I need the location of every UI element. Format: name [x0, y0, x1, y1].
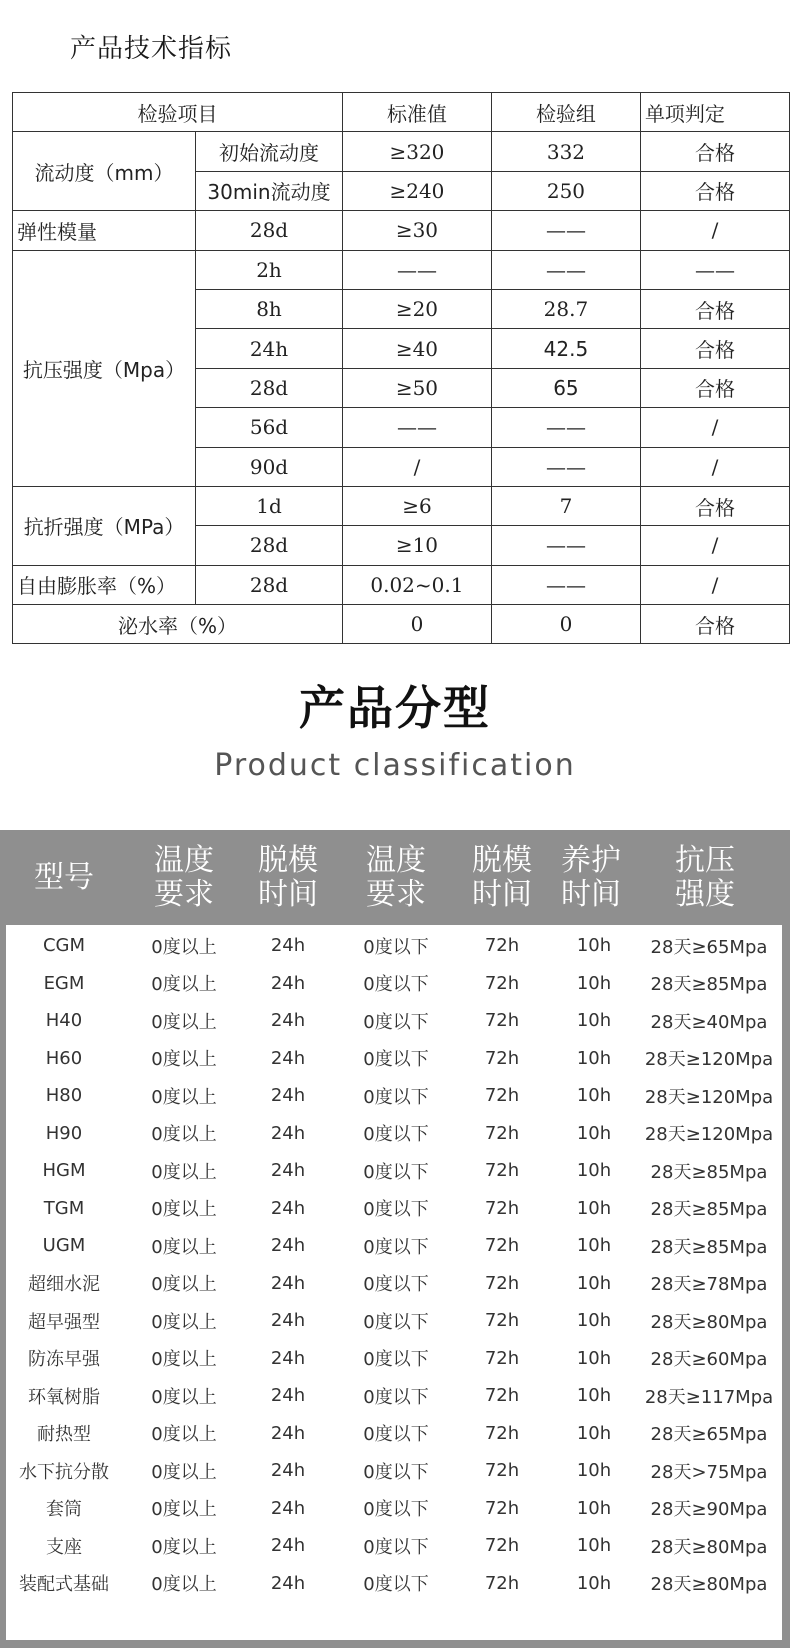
cls-temp-above: 0度以上: [151, 1011, 217, 1033]
cls-curing: 10h: [576, 1422, 612, 1444]
cls-demold-above: 24h: [270, 1347, 306, 1369]
cls-curing: 10h: [576, 1272, 612, 1294]
cls-curing: 10h: [576, 1385, 612, 1407]
spec-item: 28d: [196, 526, 343, 565]
cls-demold-below: 72h: [484, 972, 520, 994]
spec-standard: ≥40: [342, 329, 491, 368]
cls-temp-above: 0度以上: [151, 1199, 217, 1221]
cls-model: 防冻早强: [28, 1349, 100, 1371]
spec-standard: ≥10: [342, 526, 491, 565]
cls-temp-above: 0度以上: [151, 1086, 217, 1108]
cls-demold-above: 24h: [270, 1422, 306, 1444]
cls-demold-below: 72h: [484, 935, 520, 957]
spec-category-expansion: 自由膨胀率（%）: [13, 565, 196, 604]
cls-demold-above: 24h: [270, 1047, 306, 1069]
cls-demold-above: 24h: [270, 1010, 306, 1032]
cls-curing: 10h: [576, 1497, 612, 1519]
cls-demold-below: 72h: [484, 1385, 520, 1407]
spec-test: 42.5: [491, 329, 640, 368]
cls-temp-below: 0度以下: [363, 1574, 429, 1596]
cls-temp-above: 0度以上: [151, 1236, 217, 1258]
cls-demold-above: 24h: [270, 1497, 306, 1519]
cls-row: [6, 1377, 782, 1415]
spec-item: 28d: [196, 368, 343, 407]
cls-temp-above: 0度以上: [151, 1386, 217, 1408]
cls-temp-below: 0度以下: [363, 1086, 429, 1108]
cls-header-temp-below: 温度 要求: [366, 842, 426, 912]
cls-curing: 10h: [576, 935, 612, 957]
classification-body: [6, 925, 782, 1640]
cls-temp-above: 0度以上: [151, 1124, 217, 1146]
spec-standard: ≥320: [342, 132, 491, 171]
cls-curing: 10h: [576, 1197, 612, 1219]
spec-standard: 0.02~0.1: [342, 565, 491, 604]
spec-test: ——: [491, 447, 640, 486]
spec-test: 65: [491, 368, 640, 407]
cls-model: 环氧树脂: [28, 1386, 100, 1408]
cls-model: H40: [45, 1010, 83, 1032]
cls-demold-below: 72h: [484, 1460, 520, 1482]
cls-demold-above: 24h: [270, 1122, 306, 1144]
cls-model: 装配式基础: [19, 1574, 109, 1596]
cls-strength: 28天≥120Mpa: [644, 1086, 774, 1108]
cls-demold-above: 24h: [270, 1085, 306, 1107]
cls-temp-above: 0度以上: [151, 1311, 217, 1333]
cls-temp-below: 0度以下: [363, 1461, 429, 1483]
cls-demold-below: 72h: [484, 1010, 520, 1032]
cls-demold-above: 24h: [270, 972, 306, 994]
cls-row: [6, 1565, 782, 1603]
cls-temp-below: 0度以下: [363, 1424, 429, 1446]
spec-test: ——: [491, 565, 640, 604]
cls-header-demold-below: 脱模 时间: [472, 842, 532, 912]
spec-standard: ≥20: [342, 289, 491, 328]
cls-row: [6, 965, 782, 1003]
cls-row: [6, 1077, 782, 1115]
cls-strength: 28天≥60Mpa: [650, 1349, 768, 1371]
spec-result: /: [640, 526, 789, 565]
spec-standard: ≥240: [342, 171, 491, 210]
spec-standard: ≥6: [342, 486, 491, 525]
cls-strength: 28天≥85Mpa: [650, 1161, 768, 1183]
spec-header-item: 检验项目: [13, 93, 343, 132]
cls-temp-below: 0度以下: [363, 1049, 429, 1071]
cls-temp-above: 0度以上: [151, 1574, 217, 1596]
cls-strength: 28天≥120Mpa: [644, 1049, 774, 1071]
spec-test: 332: [491, 132, 640, 171]
cls-strength: 28天≥65Mpa: [650, 1424, 768, 1446]
cls-model: 水下抗分散: [19, 1461, 109, 1483]
cls-row: [6, 1190, 782, 1228]
cls-strength: 28天≥85Mpa: [650, 974, 768, 996]
cls-curing: 10h: [576, 1235, 612, 1257]
cls-row: [6, 1152, 782, 1190]
cls-demold-below: 72h: [484, 1535, 520, 1557]
cls-model: 耐热型: [37, 1424, 91, 1446]
spec-category-flexural: 抗折强度（MPa）: [13, 486, 196, 565]
cls-demold-below: 72h: [484, 1310, 520, 1332]
cls-temp-above: 0度以上: [151, 1349, 217, 1371]
cls-header-curing: 养护 时间: [561, 842, 621, 912]
cls-curing: 10h: [576, 1047, 612, 1069]
cls-demold-below: 72h: [484, 1272, 520, 1294]
cls-curing: 10h: [576, 1572, 612, 1594]
cls-temp-below: 0度以下: [363, 1124, 429, 1146]
cls-demold-below: 72h: [484, 1160, 520, 1182]
cls-temp-above: 0度以上: [151, 974, 217, 996]
cls-row: [6, 927, 782, 965]
spec-header-standard: 标准值: [342, 93, 491, 132]
spec-title: 产品技术指标: [70, 34, 233, 64]
cls-temp-below: 0度以下: [363, 1011, 429, 1033]
cls-temp-below: 0度以下: [363, 1499, 429, 1521]
spec-header-row: [13, 93, 790, 132]
cls-demold-below: 72h: [484, 1197, 520, 1219]
cls-row: [6, 1452, 782, 1490]
cls-demold-above: 24h: [270, 1197, 306, 1219]
cls-row: [6, 1302, 782, 1340]
cls-temp-above: 0度以上: [151, 1499, 217, 1521]
cls-temp-below: 0度以下: [363, 1536, 429, 1558]
cls-demold-below: 72h: [484, 1235, 520, 1257]
spec-test: ——: [491, 526, 640, 565]
cls-demold-below: 72h: [484, 1572, 520, 1594]
cls-row: [6, 1415, 782, 1453]
cls-row: [6, 1227, 782, 1265]
spec-item: 初始流动度: [196, 132, 343, 171]
cls-strength: 28天≥80Mpa: [650, 1311, 768, 1333]
spec-result: /: [640, 408, 789, 447]
spec-result: ——: [640, 250, 789, 289]
cls-demold-above: 24h: [270, 1460, 306, 1482]
cls-strength: 28天≥85Mpa: [650, 1199, 768, 1221]
section-subtitle: Product classification: [214, 748, 576, 783]
cls-temp-below: 0度以下: [363, 1349, 429, 1371]
cls-curing: 10h: [576, 1535, 612, 1557]
cls-row: [6, 1265, 782, 1303]
cls-demold-above: 24h: [270, 1385, 306, 1407]
spec-item: 28d: [196, 211, 343, 250]
spec-item: 24h: [196, 329, 343, 368]
cls-strength: 28天≥117Mpa: [644, 1386, 774, 1408]
cls-curing: 10h: [576, 1310, 612, 1332]
cls-curing: 10h: [576, 1085, 612, 1107]
cls-temp-above: 0度以上: [151, 1536, 217, 1558]
cls-demold-below: 72h: [484, 1085, 520, 1107]
spec-result: 合格: [640, 132, 789, 171]
cls-curing: 10h: [576, 1460, 612, 1482]
cls-demold-above: 24h: [270, 1235, 306, 1257]
cls-demold-below: 72h: [484, 1047, 520, 1069]
cls-demold-below: 72h: [484, 1347, 520, 1369]
cls-strength: 28天≥40Mpa: [650, 1011, 768, 1033]
spec-category-compressive: 抗压强度（Mpa）: [13, 250, 196, 486]
cls-model: H60: [45, 1047, 83, 1069]
cls-model: UGM: [42, 1235, 86, 1257]
spec-standard: /: [342, 447, 491, 486]
spec-standard: ——: [342, 408, 491, 447]
cls-temp-below: 0度以下: [363, 974, 429, 996]
spec-test: ——: [491, 408, 640, 447]
classification-panel: [0, 830, 790, 1648]
spec-test: 250: [491, 171, 640, 210]
spec-category-fluidity: 流动度（mm）: [13, 132, 196, 211]
spec-test: ——: [491, 250, 640, 289]
spec-result: 合格: [640, 171, 789, 210]
cls-model: 超早强型: [28, 1311, 100, 1333]
spec-category-bleeding: 泌水率（%）: [13, 605, 343, 644]
cls-model: HGM: [42, 1160, 86, 1182]
spec-item: 28d: [196, 565, 343, 604]
cls-temp-below: 0度以下: [363, 1386, 429, 1408]
spec-row: [13, 486, 790, 525]
cls-row: [6, 1340, 782, 1378]
spec-test: 7: [491, 486, 640, 525]
cls-strength: 28天≥65Mpa: [650, 936, 768, 958]
cls-temp-below: 0度以下: [363, 1274, 429, 1296]
spec-item: 8h: [196, 289, 343, 328]
spec-table: [12, 92, 790, 644]
cls-temp-below: 0度以下: [363, 1161, 429, 1183]
spec-item: 56d: [196, 408, 343, 447]
cls-header-demold-above: 脱模 时间: [258, 842, 318, 912]
spec-result: /: [640, 565, 789, 604]
cls-demold-below: 72h: [484, 1422, 520, 1444]
spec-item: 30min流动度: [196, 171, 343, 210]
spec-result: /: [640, 447, 789, 486]
cls-header-model: 型号: [34, 859, 94, 895]
cls-strength: 28天≥90Mpa: [650, 1499, 768, 1521]
spec-standard: 0: [342, 605, 491, 644]
cls-curing: 10h: [576, 1010, 612, 1032]
cls-model: H80: [45, 1085, 83, 1107]
cls-model: 超细水泥: [28, 1274, 100, 1296]
spec-standard: ——: [342, 250, 491, 289]
cls-demold-above: 24h: [270, 1310, 306, 1332]
cls-temp-below: 0度以下: [363, 1236, 429, 1258]
spec-header-test: 检验组: [491, 93, 640, 132]
classification-header: [0, 830, 790, 925]
spec-category-elastic: 弹性模量: [13, 211, 196, 250]
cls-demold-above: 24h: [270, 1272, 306, 1294]
spec-result: 合格: [640, 368, 789, 407]
cls-temp-above: 0度以上: [151, 1049, 217, 1071]
cls-row: [6, 1002, 782, 1040]
cls-demold-below: 72h: [484, 1122, 520, 1144]
cls-header-strength: 抗压 强度: [675, 842, 735, 912]
cls-strength: 28天≥78Mpa: [650, 1274, 768, 1296]
spec-item: 2h: [196, 250, 343, 289]
spec-test: 28.7: [491, 289, 640, 328]
section-title: 产品分型: [299, 681, 491, 735]
cls-temp-above: 0度以上: [151, 1461, 217, 1483]
cls-row: [6, 1040, 782, 1078]
cls-model: 套筒: [46, 1499, 82, 1521]
spec-header-result: 单项判定: [640, 93, 789, 132]
cls-model: EGM: [43, 972, 85, 994]
cls-temp-below: 0度以下: [363, 1199, 429, 1221]
spec-result: 合格: [640, 329, 789, 368]
cls-row: [6, 1527, 782, 1565]
spec-row: [13, 250, 790, 289]
cls-demold-above: 24h: [270, 935, 306, 957]
cls-curing: 10h: [576, 972, 612, 994]
cls-model: H90: [45, 1122, 83, 1144]
cls-curing: 10h: [576, 1122, 612, 1144]
spec-item: 1d: [196, 486, 343, 525]
cls-temp-below: 0度以下: [363, 936, 429, 958]
cls-temp-above: 0度以上: [151, 1274, 217, 1296]
spec-row: [13, 211, 790, 250]
spec-row: [13, 132, 790, 171]
spec-result: 合格: [640, 486, 789, 525]
cls-model: CGM: [42, 935, 86, 957]
spec-standard: ≥30: [342, 211, 491, 250]
cls-demold-above: 24h: [270, 1535, 306, 1557]
spec-result: 合格: [640, 605, 789, 644]
spec-row: [13, 565, 790, 604]
cls-strength: 28天≥85Mpa: [650, 1236, 768, 1258]
cls-row: [6, 1115, 782, 1153]
spec-item: 90d: [196, 447, 343, 486]
cls-temp-above: 0度以上: [151, 936, 217, 958]
cls-strength: 28天≥80Mpa: [650, 1536, 768, 1558]
cls-strength: 28天>75Mpa: [650, 1461, 768, 1483]
cls-temp-above: 0度以上: [151, 1424, 217, 1446]
cls-row: [6, 1490, 782, 1528]
spec-result: /: [640, 211, 789, 250]
spec-test: ——: [491, 211, 640, 250]
cls-temp-above: 0度以上: [151, 1161, 217, 1183]
cls-strength: 28天≥120Mpa: [644, 1124, 774, 1146]
cls-demold-above: 24h: [270, 1160, 306, 1182]
spec-row: [13, 605, 790, 644]
spec-test: 0: [491, 605, 640, 644]
cls-demold-below: 72h: [484, 1497, 520, 1519]
spec-standard: ≥50: [342, 368, 491, 407]
cls-curing: 10h: [576, 1160, 612, 1182]
cls-header-temp-above: 温度 要求: [154, 842, 214, 912]
cls-demold-above: 24h: [270, 1572, 306, 1594]
spec-result: 合格: [640, 289, 789, 328]
cls-temp-below: 0度以下: [363, 1311, 429, 1333]
cls-strength: 28天≥80Mpa: [650, 1574, 768, 1596]
cls-model: TGM: [43, 1197, 85, 1219]
cls-model: 支座: [46, 1536, 82, 1558]
cls-curing: 10h: [576, 1347, 612, 1369]
